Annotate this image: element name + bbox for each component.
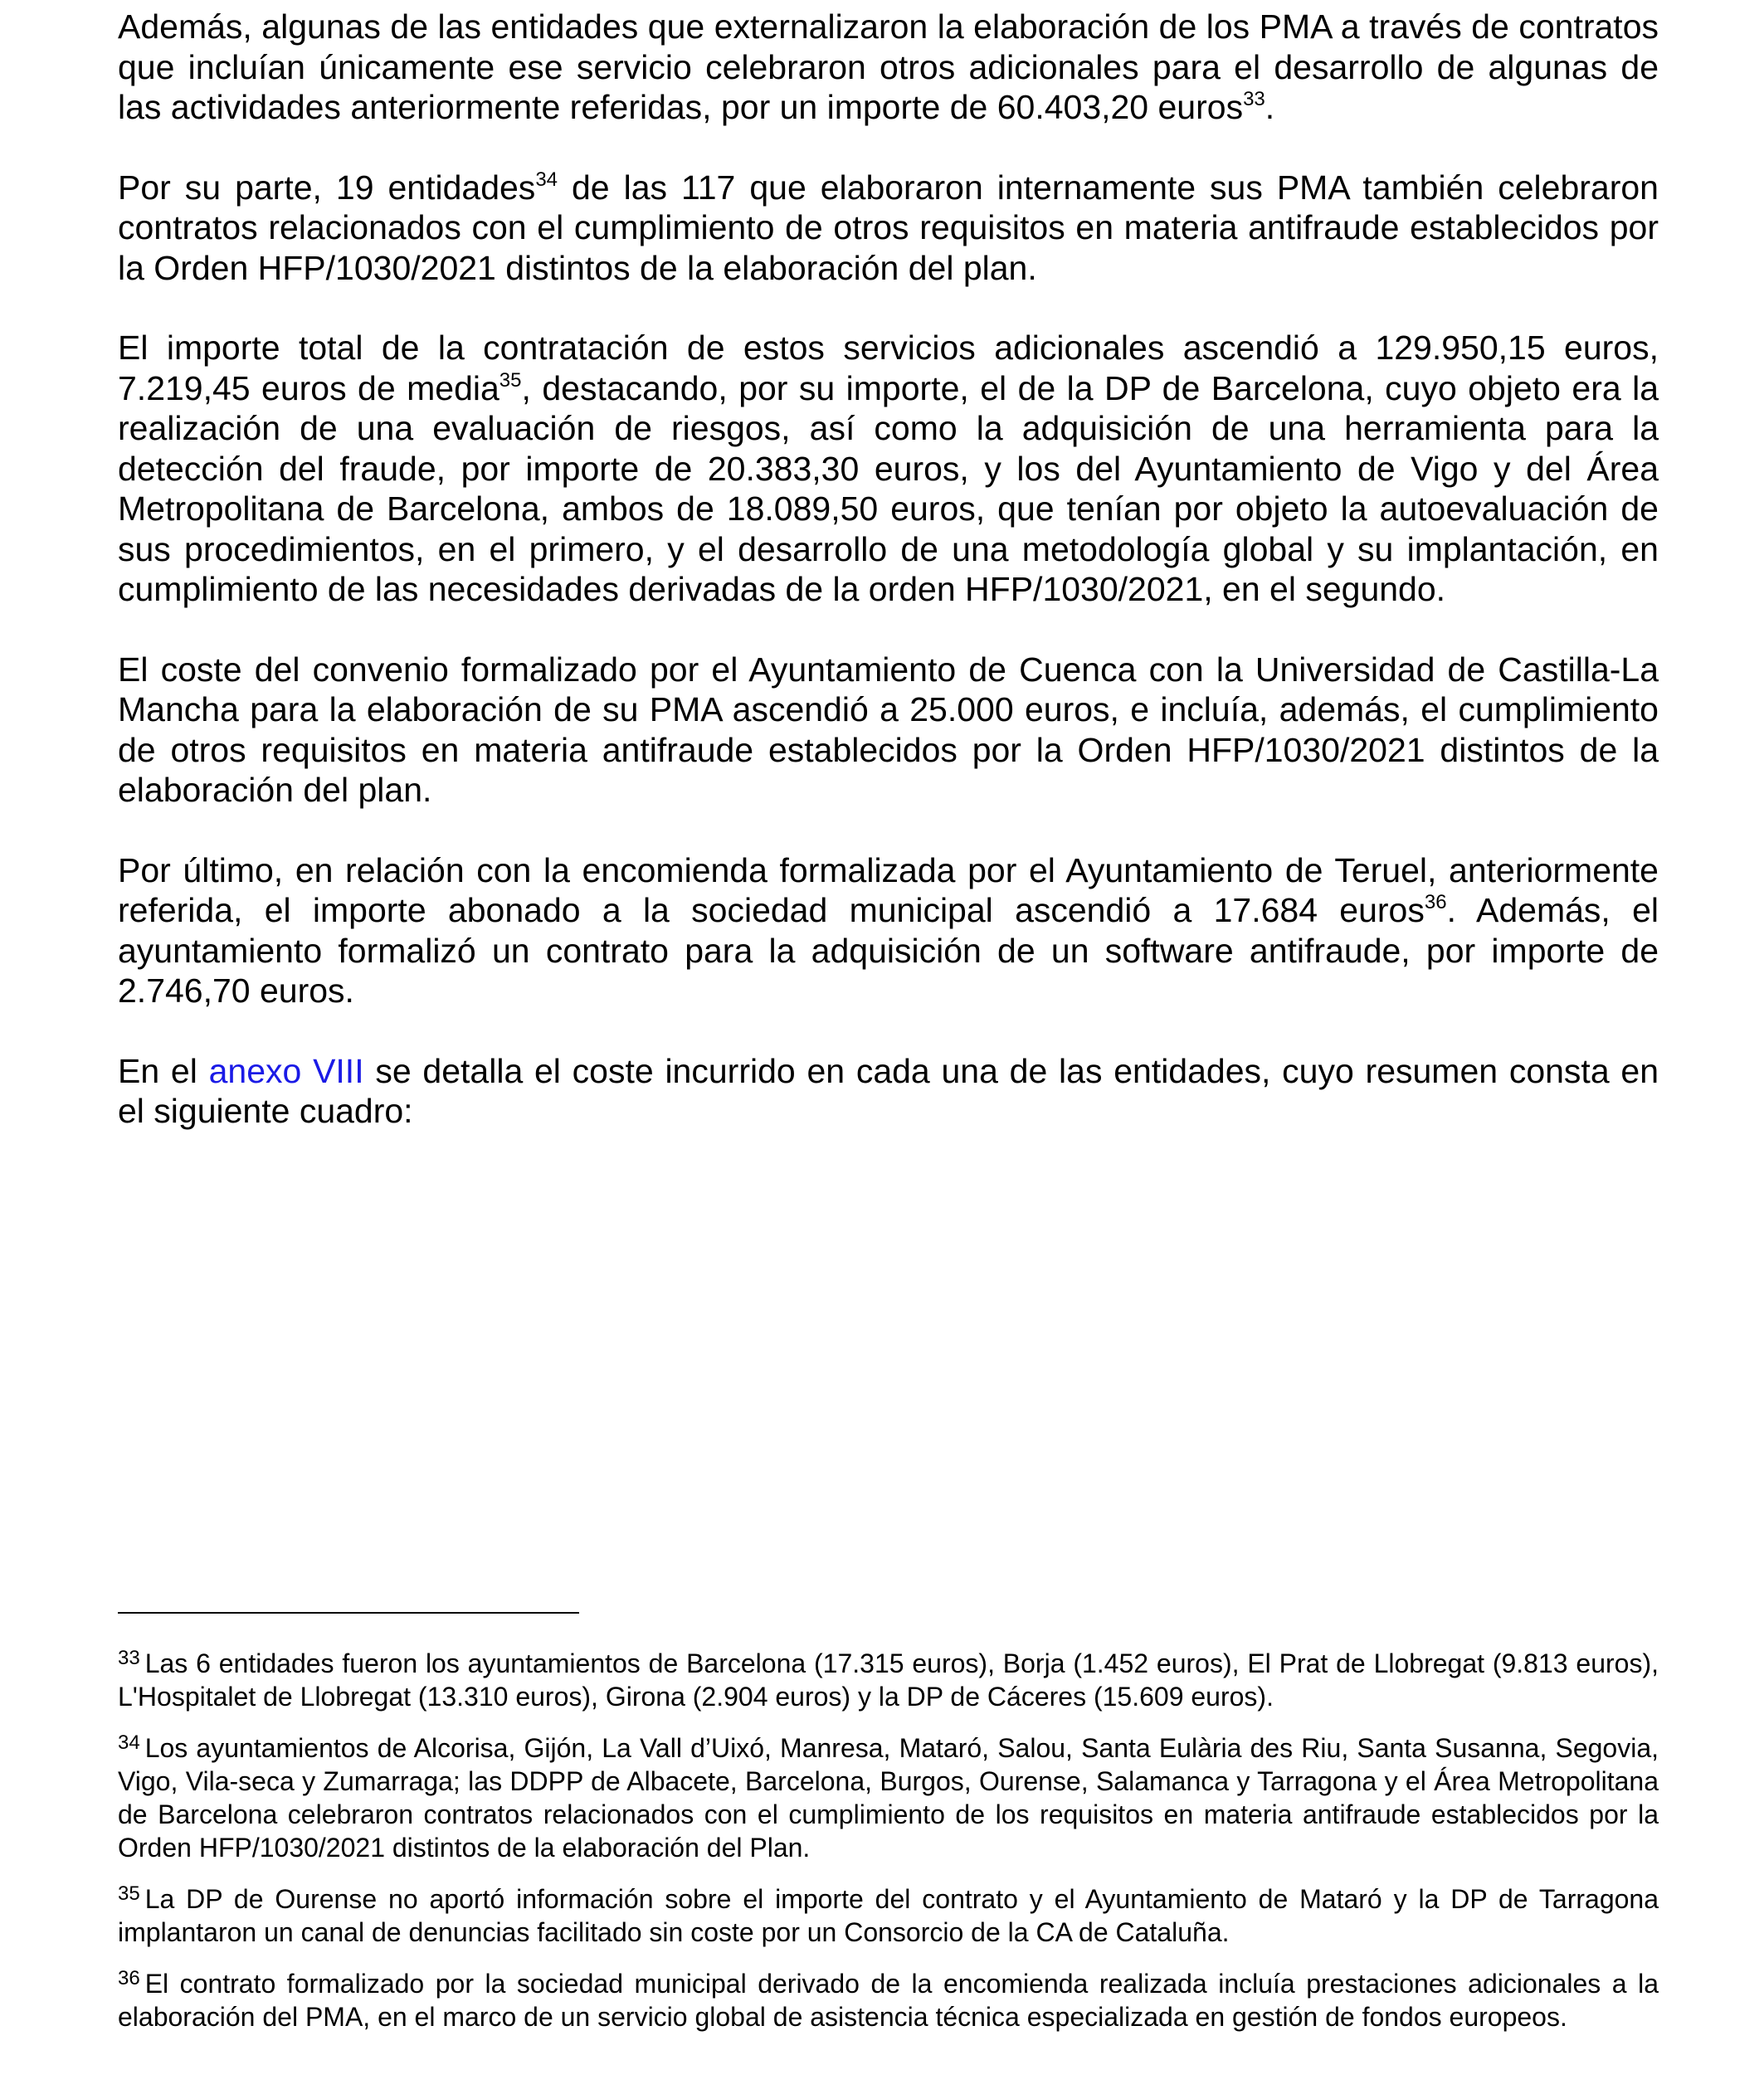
footnote-ref-36[interactable]: 36 [1424, 891, 1447, 913]
footnote-text: Las 6 entidades fueron los ayuntamientos de Barcelona (17.315 euros), Borja (1.452 euros), El Prat de Llobregat (9.813 euros), L'Hospitalet de Llobregat (13.310 euros), Girona (2.904 euros) y la DP de Cáceres (15.609 euros). [118, 1648, 1659, 1712]
footnote-34 [118, 1731, 1659, 1864]
footnote-33 [118, 1647, 1659, 1713]
paragraph-total-amount: El importe total de la contratación de estos servicios adicionales ascendió a 129.950,15 euros, 7.219,45 euros de media$^{35}$, destacando, por su importe, el de la DP de Barcelona, cuyo objeto era la realización de una evaluación de riesgos, así como la adquisición de una herramienta para la detección del fraude, por importe de 20.383,30 euros, y los del Ayuntamiento de Vigo y del Área Metropolitana de Barcelona, ambos de 18.089,50 euros, que tenían por objeto la autoevaluación de sus procedimientos, en el primero, y el desarrollo de una metodología global y su implantación, en cumplimiento de las necesidades derivadas de la orden HFP/1030/2021, en el segundo. [118, 329, 1659, 608]
footnote-number: 33 [118, 1647, 140, 1669]
paragraph-internal-entities: Por su parte, 19 entidades$^{34}$ de las 117 que elaboraron internamente sus PMA también celebraron contratos relacionados con el cumplimiento de otros requisitos en materia antifraude establecidos por la Orden HFP/1030/2021 distintos de la elaboración del plan. [118, 168, 1659, 287]
footnotes-section [118, 1647, 1659, 2052]
paragraph-teruel-commission: Por último, en relación con la encomienda formalizada por el Ayuntamiento de Teruel, anteriormente referida, el importe abonado a la sociedad municipal ascendió a 17.684 euros$^{36}$. Además, el ayuntamiento formalizó un contrato para la adquisición de un software antifraude, por importe de 2.746,70 euros. [118, 850, 1659, 1010]
footnote-number: 36 [118, 1967, 140, 1989]
paragraph-external-contracts: Además, algunas de las entidades que externalizaron la elaboración de los PMA a través de contratos que incluían únicamente ese servicio celebraron otros adicionales para el desarrollo de algunas de las actividades anteriormente referidas, por un importe de 60.403,20 euros$^{33}$. [118, 7, 1659, 126]
footnote-36 [118, 1967, 1659, 2033]
footnote-number: 34 [118, 1731, 140, 1754]
footnote-text: Los ayuntamientos de Alcorisa, Gijón, La Vall d’Uixó, Manresa, Mataró, Salou, Santa Eulària des Riu, Santa Susanna, Segovia, Vigo, Vila-seca y Zumarraga; las DDPP de Albacete, Barcelona, Burgos, Ourense, Salamanca y Tarragona y el Área Metropolitana de Barcelona celebraron contratos relacionados con el cumplimiento de los requisitos en materia antifraude establecidos por la Orden HFP/1030/2021 distintos de la elaboración del Plan. [118, 1733, 1659, 1863]
annex-viii-link[interactable]: anexo VIII [208, 1051, 364, 1090]
footnote-number: 35 [118, 1882, 140, 1905]
footnote-ref-34[interactable]: 34 [535, 168, 558, 191]
paragraph-cuenca-agreement: El coste del convenio formalizado por el Ayuntamiento de Cuenca con la Universidad de Castilla-La Mancha para la elaboración de su PMA ascendió a 25.000 euros, e incluía, además, el cumplimiento de otros requisitos en materia antifraude establecidos por la Orden HFP/1030/2021 distintos de la elaboración del plan. [118, 650, 1659, 809]
document-body [118, 7, 1659, 1171]
footnote-ref-33[interactable]: 33 [1243, 88, 1265, 110]
footnote-ref-35[interactable]: 35 [499, 368, 522, 392]
footnote-35 [118, 1882, 1659, 1949]
footnote-text: El contrato formalizado por la sociedad municipal derivado de la encomienda realizada incluía prestaciones adicionales a la elaboración del PMA, en el marco de un servicio global de asistencia técnica especializada en gestión de fondos europeos. [118, 1969, 1659, 2032]
footnote-separator [118, 1612, 579, 1614]
paragraph-annex-reference: En el anexo VIII se detalla el coste incurrido en cada una de las entidades, cuyo resumen consta en el siguiente cuadro: [118, 1051, 1659, 1130]
footnote-text: La DP de Ourense no aportó información sobre el importe del contrato y el Ayuntamiento de Mataró y la DP de Tarragona implantaron un canal de denuncias facilitado sin coste por un Consorcio de la CA de Cataluña. [118, 1884, 1659, 1947]
